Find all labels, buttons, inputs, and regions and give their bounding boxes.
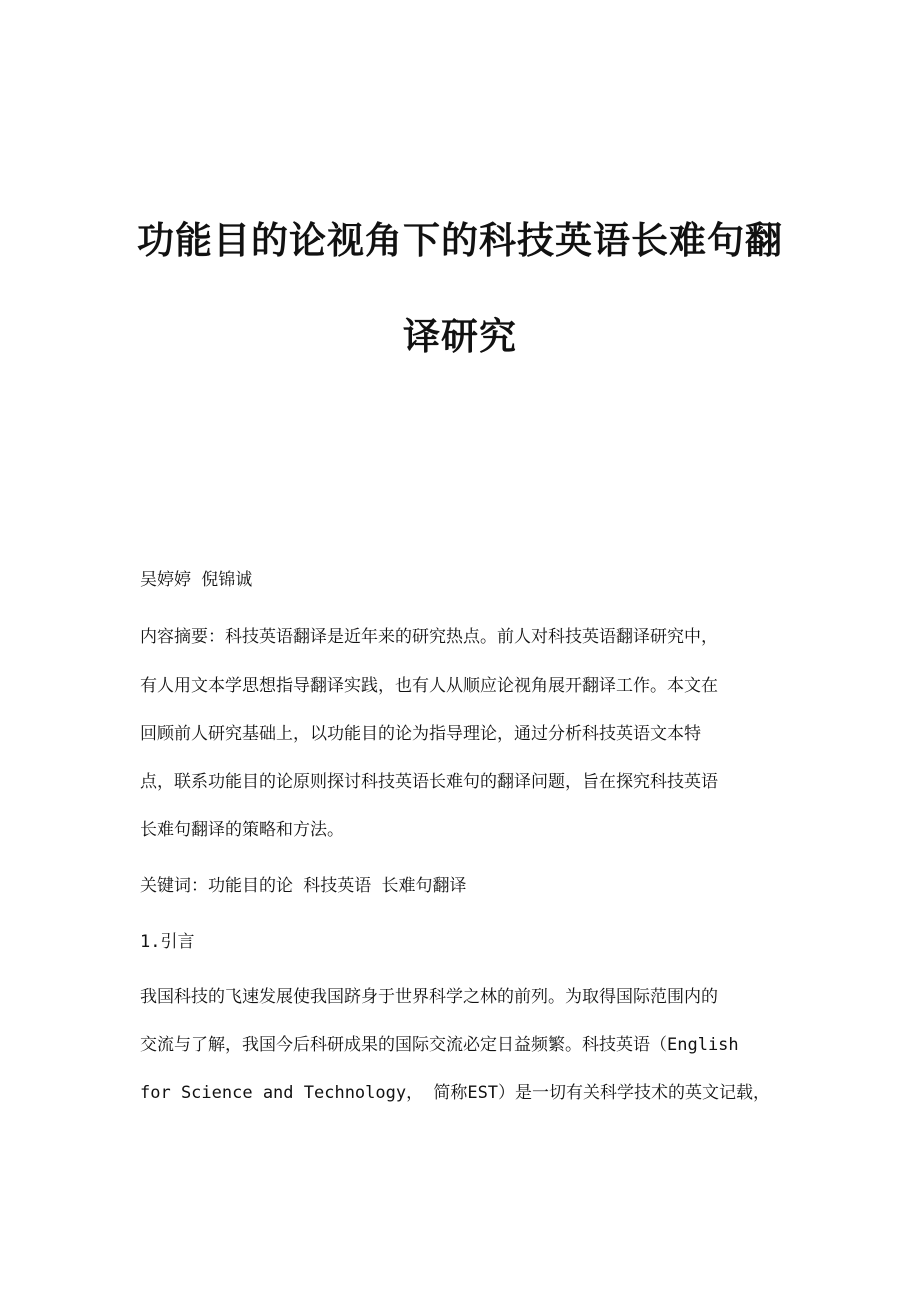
intro-line: for Science and Technology， 简称EST）是一切有关科学技术的英文记载， <box>140 1083 771 1103</box>
section-heading: 1.引言 <box>140 932 195 952</box>
intro-line: 交流与了解，我国今后科研成果的国际交流必定日益频繁。科技英语（English <box>140 1035 739 1055</box>
abstract-line: 有人用文本学思想指导翻译实践，也有人从顺应论视角展开翻译工作。本文在 <box>140 676 718 696</box>
keywords: 关键词：功能目的论 科技英语 长难句翻译 <box>140 876 467 896</box>
intro-line: 我国科技的飞速发展使我国跻身于世界科学之林的前列。为取得国际范围内的 <box>140 987 718 1007</box>
document-title-line-1: 功能目的论视角下的科技英语长难句翻 <box>137 218 783 262</box>
abstract-line: 点，联系功能目的论原则探讨科技英语长难句的翻译问题，旨在探究科技英语 <box>140 772 718 792</box>
abstract-line: 内容摘要：科技英语翻译是近年来的研究热点。前人对科技英语翻译研究中， <box>140 627 718 647</box>
abstract-line: 长难句翻译的策略和方法。 <box>140 820 344 840</box>
document-title-line-2: 译研究 <box>403 314 517 358</box>
abstract-line: 回顾前人研究基础上，以功能目的论为指导理论，通过分析科技英语文本特 <box>140 724 701 744</box>
authors: 吴婷婷 倪锦诚 <box>140 570 253 590</box>
